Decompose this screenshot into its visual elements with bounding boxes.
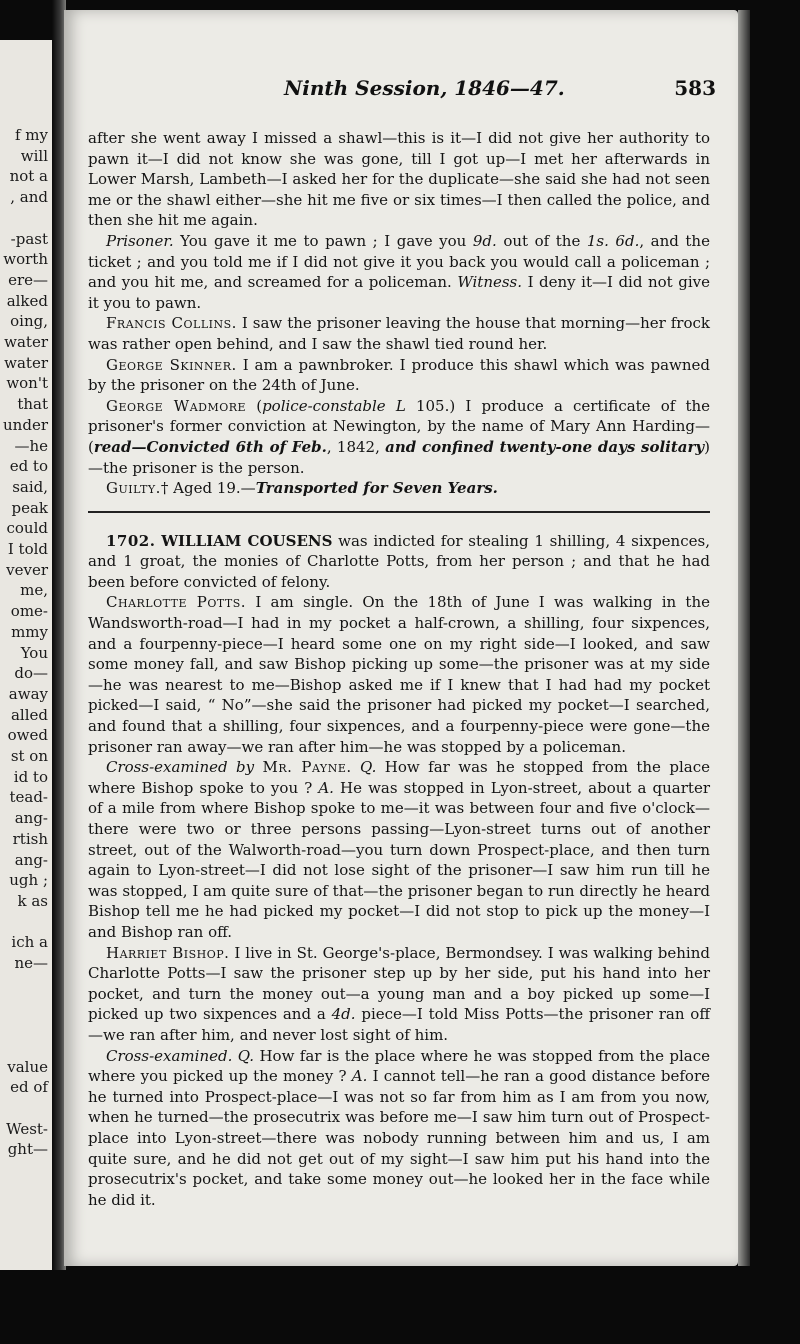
left-page-fragment: ed of (10, 1078, 48, 1097)
case-heading: 1702. WILLIAM COUSENS was indicted for stealing 1 shilling, 4 sixpences, and 1 groat, the monies of Charlotte Potts, from her person ; and that he had been before convicted of felony. (88, 531, 710, 591)
left-page-fragment: alled (10, 705, 48, 724)
left-page-fragment: under (3, 415, 48, 434)
adjacent-left-page (0, 40, 52, 1290)
dagger-mark: † (160, 479, 169, 498)
left-page-fragment: f my (14, 126, 48, 144)
left-page-fragment: —he (14, 436, 48, 455)
left-page-fragment: West- (6, 1119, 48, 1138)
left-page-fragment: alked (6, 291, 48, 310)
page-number: 583 (674, 76, 716, 100)
page-edge (738, 10, 750, 1266)
left-page-fragment: -past (10, 229, 48, 248)
paragraph-witness-potts: Charlotte Potts. I am single. On the 18th of June I was walking in the Wandsworth-road—I had in my pocket a half-crown, a shilling, four sixpences, and a fourpenny-piece—I heard some one on my right side—I looked, and saw some money fall, and saw Bishop picking up some—the prisoner was at my side—he was nearest to me—Bishop asked me if I knew that I had had my pocket picked—I said, “ No”—she said the prisoner had picked my pocket—I searched, and found that a shilling, four sixpences, and a fourpenny-piece were gone—the prisoner ran away—we ran after him—he was stopped by a policeman. (88, 593, 710, 756)
left-page-fragment: that (17, 395, 48, 414)
left-page-fragment: said, (12, 477, 48, 496)
left-page-fragment: not a (9, 167, 48, 186)
left-page-fragment: oing, (10, 312, 48, 331)
paragraph-witness-collins: Francis Collins. I saw the prisoner leaving the house that morning—her frock was rather open behind, and I saw the shawl tied round her. (88, 314, 710, 353)
left-page-fragment: st on (10, 747, 48, 765)
left-page-fragment: id to (13, 767, 48, 786)
session-title: Ninth Session, 1846—47. (284, 76, 565, 100)
verdict-line: Guilty.† Aged 19.—Transported for Seven Years. (106, 479, 498, 498)
left-page-fragment: mmy (11, 622, 48, 641)
left-page-fragment: water (4, 353, 48, 372)
left-page-fragment: ed to (9, 457, 48, 476)
left-page-fragment: ne— (14, 954, 48, 972)
paragraph-continuation: after she went away I missed a shawl—this is it—I did not give her authority to pawn it—I did not know she was gone, till I got up—I met her afterwards in Lower Marsh, Lambeth—I asked her for the duplicate—she said she had not seen me or the shawl either—she hit me five or six times—I then called the police, and then she hit me again. (88, 129, 710, 230)
left-page-fragment: I told (7, 540, 48, 558)
left-page-fragment: k as (17, 891, 48, 910)
running-header (64, 76, 738, 102)
left-page-fragment: ome- (10, 602, 48, 621)
left-page-fragment: ang- (14, 850, 48, 869)
left-page-fragment: away (8, 684, 48, 703)
defendant-name: WILLIAM COUSENS (161, 531, 333, 550)
paragraph-witness-skinner: George Skinner. I am a pawnbroker. I produce this shawl which was pawned by the prisoner on the 24th of June. (88, 355, 710, 395)
paragraph-cross-examination: Cross-examined by Mr. Payne. Q. How far was he stopped from the place where Bishop spoke to you ? A. He was stopped in Lyon-street, about a quarter of a mile from where Bishop spoke to me—it was between four and five o'clock—there were two or three persons passing—Lyon-street turns out of another street, out of the Walworth-road—you turn down Prospect-place, and then turn again to Lyon-street—I did not lose sight of the prisoner—I saw him run till he was stopped, I am quite sure of that—the prisoner began to run directly he heard Bishop tell me he had picked my pocket—I did not stop to pick up the money—I and Bishop ran off. (88, 758, 710, 941)
left-page-fragment: You (20, 643, 48, 662)
left-page-fragment: ere— (8, 270, 48, 289)
left-page-fragment: value (7, 1057, 48, 1076)
paragraph-prisoner-statement: Prisoner. You gave it me to pawn ; I gave you 9d. out of the 1s. 6d., and the ticket ; and you told me if I did not give it you back you would call a policeman ; and you hit me, and screamed for a policeman. Witness. I deny it—I did not give it you to pawn. (88, 231, 711, 312)
left-page-fragment: water (4, 333, 48, 351)
left-page-fragment: rtish (12, 829, 48, 848)
left-page-fragment: ugh ; (9, 871, 48, 890)
left-page-fragment: tead- (9, 788, 48, 807)
left-page-fragment: , and (10, 188, 48, 207)
left-page-fragment: owed (7, 726, 48, 745)
scan-background (0, 1270, 800, 1344)
paragraph-witness-bishop: Harriet Bishop. I live in St. George's-place, Bermondsey. I was walking behind Charlotte Potts—I saw the prisoner step up by her side, put his hand into her pocket, and turn the money out—a young man and a boy picked up some—I picked up two sixpences and a 4d. piece—I told Miss Potts—the prisoner ran off—we ran after him, and never lost sight of him. (88, 943, 710, 1044)
book-page (64, 10, 738, 1266)
left-page-fragment: peak (11, 498, 48, 517)
case-divider (88, 511, 710, 513)
left-page-fragment: ght— (7, 1140, 48, 1159)
left-page-fragment: ang- (14, 809, 48, 828)
page-body (88, 128, 710, 1210)
left-page-fragment: will (20, 146, 48, 165)
left-page-fragment: me, (20, 581, 48, 600)
left-page-fragment: could (6, 519, 48, 538)
left-page-fragment: do— (14, 664, 48, 683)
paragraph-cross-examination-2: Cross-examined. Q. How far is the place where he was stopped from the place where you picked up the money ? A. I cannot tell—he ran a good distance before he turned into Prospect-place—I was not so far from him as I am from you now, when he turned—the prosecutrix was before me—I saw him turn out of Prospect-place into Lyon-street—there was nobody running between him and us, I am quite sure, and he did not get out of my sight—I saw him put his hand into the prosecutrix's pocket, and take some money out—he looked her in the face while he did it. (88, 1046, 710, 1209)
paragraph-witness-wadmore: George Wadmore (police-constable L 105.) I produce a certificate of the prisoner's former conviction at Newington, by the name of Mary Ann Harding—(read—Convicted 6th of Feb., 1842, and confined twenty-one days solitary)—the prisoner is the person. (88, 396, 711, 477)
left-page-fragment: ich a (11, 933, 48, 952)
left-page-fragment: worth (3, 250, 48, 269)
left-page-fragment: won't (6, 374, 48, 393)
left-page-fragment: vever (6, 560, 48, 579)
